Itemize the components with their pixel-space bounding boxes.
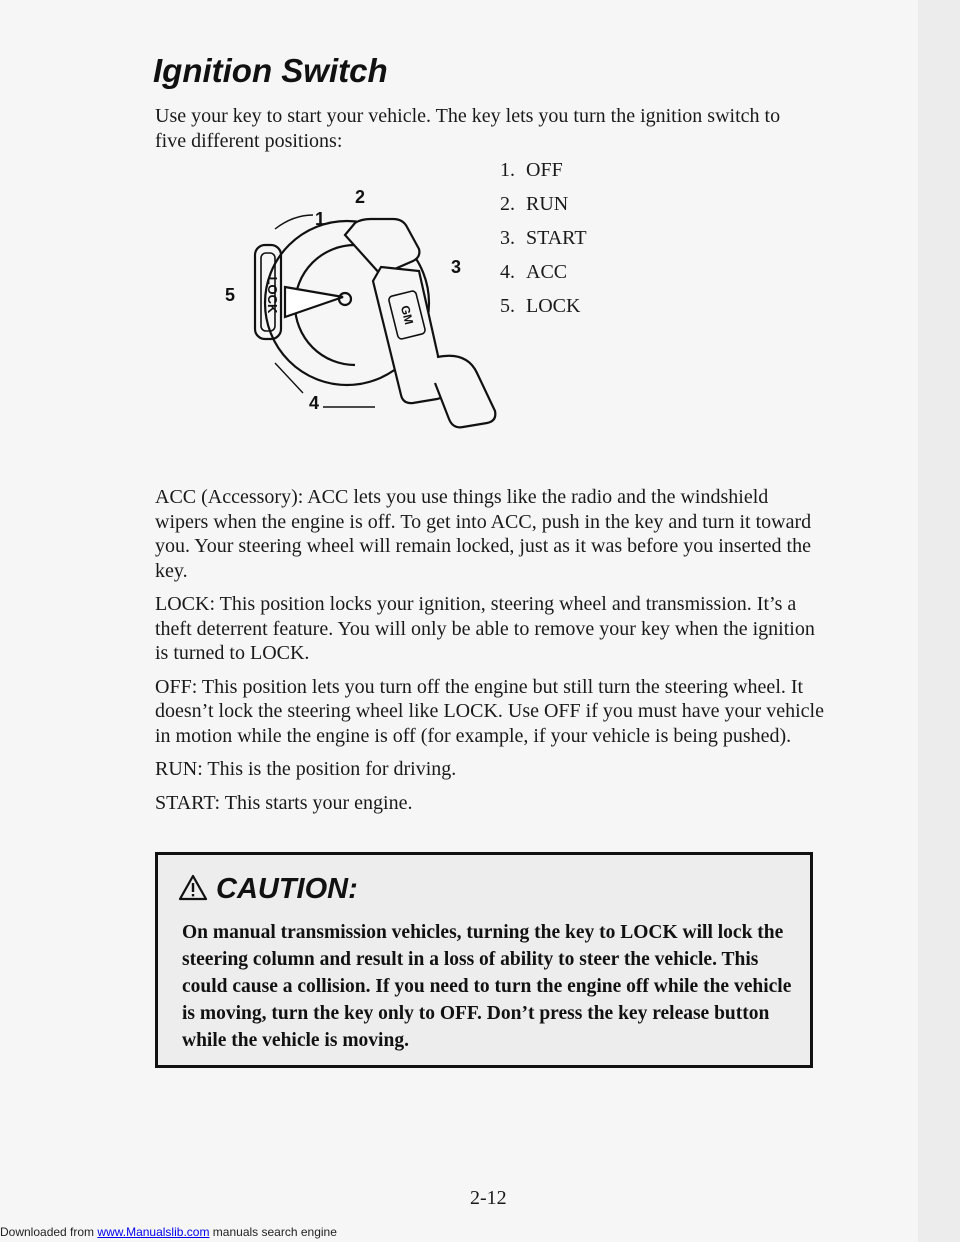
footer-prefix: Downloaded from <box>0 1225 95 1239</box>
start-paragraph: START: This starts your engine. <box>155 791 413 814</box>
list-item: 1. OFF <box>500 159 563 181</box>
callout-3: 3 <box>451 257 462 277</box>
position-list <box>500 157 587 327</box>
list-item: 4. ACC <box>500 261 568 283</box>
page-number: 2-12 <box>470 1187 507 1209</box>
caution-heading <box>178 873 358 906</box>
lock-paragraph: LOCK: This position locks your ignition, steering wheel and transmission. It’s a theft deterrent feature. You will only be able to remove your key when the ignition is turned to LOCK. <box>155 593 815 664</box>
acc-paragraph: ACC (Accessory): ACC lets you use things like the radio and the windshield wipers when the engine is off. To get into ACC, push in the key and turn it toward you. Your steering wheel will remain locked, just as it was before you inserted the key. <box>155 486 812 582</box>
callout-1: 1 <box>315 209 326 229</box>
ignition-switch-diagram <box>205 175 505 435</box>
body-text <box>155 485 825 824</box>
page-title: Ignition Switch <box>153 52 388 89</box>
callout-4: 4 <box>309 393 320 413</box>
download-footer <box>0 1225 337 1239</box>
off-paragraph: OFF: This position lets you turn off the engine but still turn the steering wheel. It doesn’t lock the steering wheel like LOCK. Use OFF if you must have your vehicle in motion while the engine is off (for example, if your vehicle is being pushed). <box>155 675 824 747</box>
caution-text: On manual transmission vehicles, turning the key to LOCK will lock the steering column and result in a loss of ability to steer the vehicle. This could cause a collision. If you need to turn the engine off while the vehicle is moving, turn the key only to OFF. Don’t press the key release button while the vehicle is moving. <box>182 922 792 1051</box>
key-body <box>373 267 445 403</box>
position-pointer <box>285 287 343 317</box>
caution-title: CAUTION: <box>216 873 358 905</box>
caution-box <box>155 852 813 1068</box>
callout-5: 5 <box>225 285 236 305</box>
list-item: 3. START <box>500 227 587 249</box>
run-paragraph: RUN: This is the position for driving. <box>155 758 457 780</box>
callout-2: 2 <box>355 187 366 207</box>
list-item: 2. RUN <box>500 193 569 215</box>
warning-triangle-icon <box>178 874 208 901</box>
manualslib-link[interactable]: www.Manualslib.com <box>97 1225 210 1239</box>
gm-logo: GM <box>397 303 417 327</box>
key-blade <box>435 356 495 428</box>
footer-suffix: manuals search engine <box>212 1225 337 1239</box>
intro-paragraph: Use your key to start your vehicle. The key lets you turn the ignition switch to five different positions: <box>155 105 781 152</box>
lock-plate-text: LOCK <box>265 276 280 314</box>
list-item: 5. LOCK <box>500 295 581 317</box>
